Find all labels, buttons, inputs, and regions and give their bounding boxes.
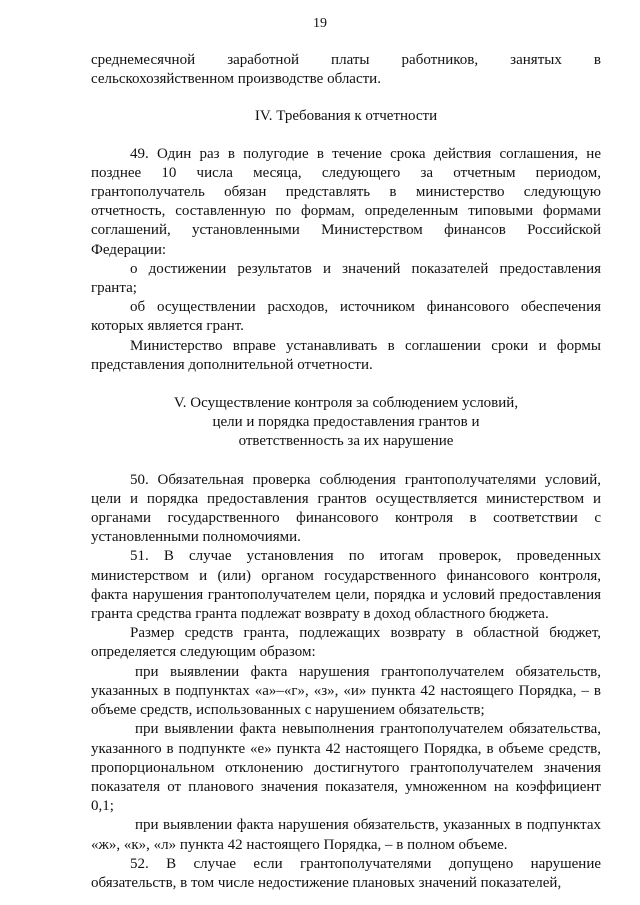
paragraph-51-case-nonfulfillment: при выявлении факта невыполнения грантополучателем обязательства, указанного в подпункте «е» пункта 42 настоящего Порядка, в объеме средств, пропорциональном отклонению достигнутого грантополучателем значения показателя от планового значения показателя, умноженном на коэффициент 0,1; xyxy=(91,721,601,815)
paragraph-51-refund-amount: Размер средств гранта, подлежащих возврату в областной бюджет, определяется следующим образом: xyxy=(91,625,601,661)
paragraph-continuation: среднемесячной заработной платы работников, занятых в сельскохозяйственном производстве области. xyxy=(91,52,601,88)
paragraph-49-item-expenses: об осуществлении расходов, источником финансового обеспечения которых является грант. xyxy=(91,299,601,335)
section-heading-v-line-2: цели и порядка предоставления грантов и xyxy=(212,414,480,431)
page-number: 19 xyxy=(313,16,327,31)
section-heading-v-line-1: V. Осуществление контроля за соблюдением условий, xyxy=(173,395,519,412)
document-body xyxy=(91,51,601,893)
section-heading-v-line-3: ответственность за их нарушение xyxy=(238,433,454,450)
section-heading-iv: IV. Требования к отчетности xyxy=(254,108,438,125)
paragraph-50: 50. Обязательная проверка соблюдения грантополучателями условий, цели и порядка предоставления грантов осуществляется министерством и органами государственного финансового контроля в соответствии с установленными полномочиями. xyxy=(91,471,601,546)
paragraph-49: 49. Один раз в полугодие в течение срока действия соглашения, не позднее 10 числа месяца, следующего за отчетным периодом, грантополучатель обязан представлять в министерство следующую отчетность, составленную по формам, определенным типовыми формами соглашений, установленными Министерством финансов Российской Федерации: xyxy=(91,145,601,258)
paragraph-52: 52. В случае если грантополучателями допущено нарушение обязательств, в том числе недостижение плановых значений показателей, xyxy=(91,855,601,891)
paragraph-49-item-results: о достижении результатов и значений показателей предоставления гранта; xyxy=(91,260,601,297)
paragraph-51-case-obligations: при выявлении факта нарушения грантополучателем обязательств, указанных в подпунктах «а»–«г», «з», «и» пункта 42 настоящего Порядка, – в объеме средств, использованных с нарушением обязательств; xyxy=(91,663,601,719)
paragraph-51-case-full-amount: при выявлении факта нарушения обязательств, указанных в подпунктах «ж», «к», «л» пункта 42 настоящего Порядка, – в полном объеме. xyxy=(91,817,601,853)
paragraph-51: 51. В случае установления по итогам проверок, проведенных министерством и (или) органом государственного финансового контроля, факта нарушения грантополучателем цели, порядка и условий предоставления гранта средства гранта подлежат возврату в доход областного бюджета. xyxy=(91,548,601,623)
paragraph-49-ministry-right: Министерство вправе устанавливать в соглашении сроки и формы представления дополнительной отчетности. xyxy=(91,337,601,373)
